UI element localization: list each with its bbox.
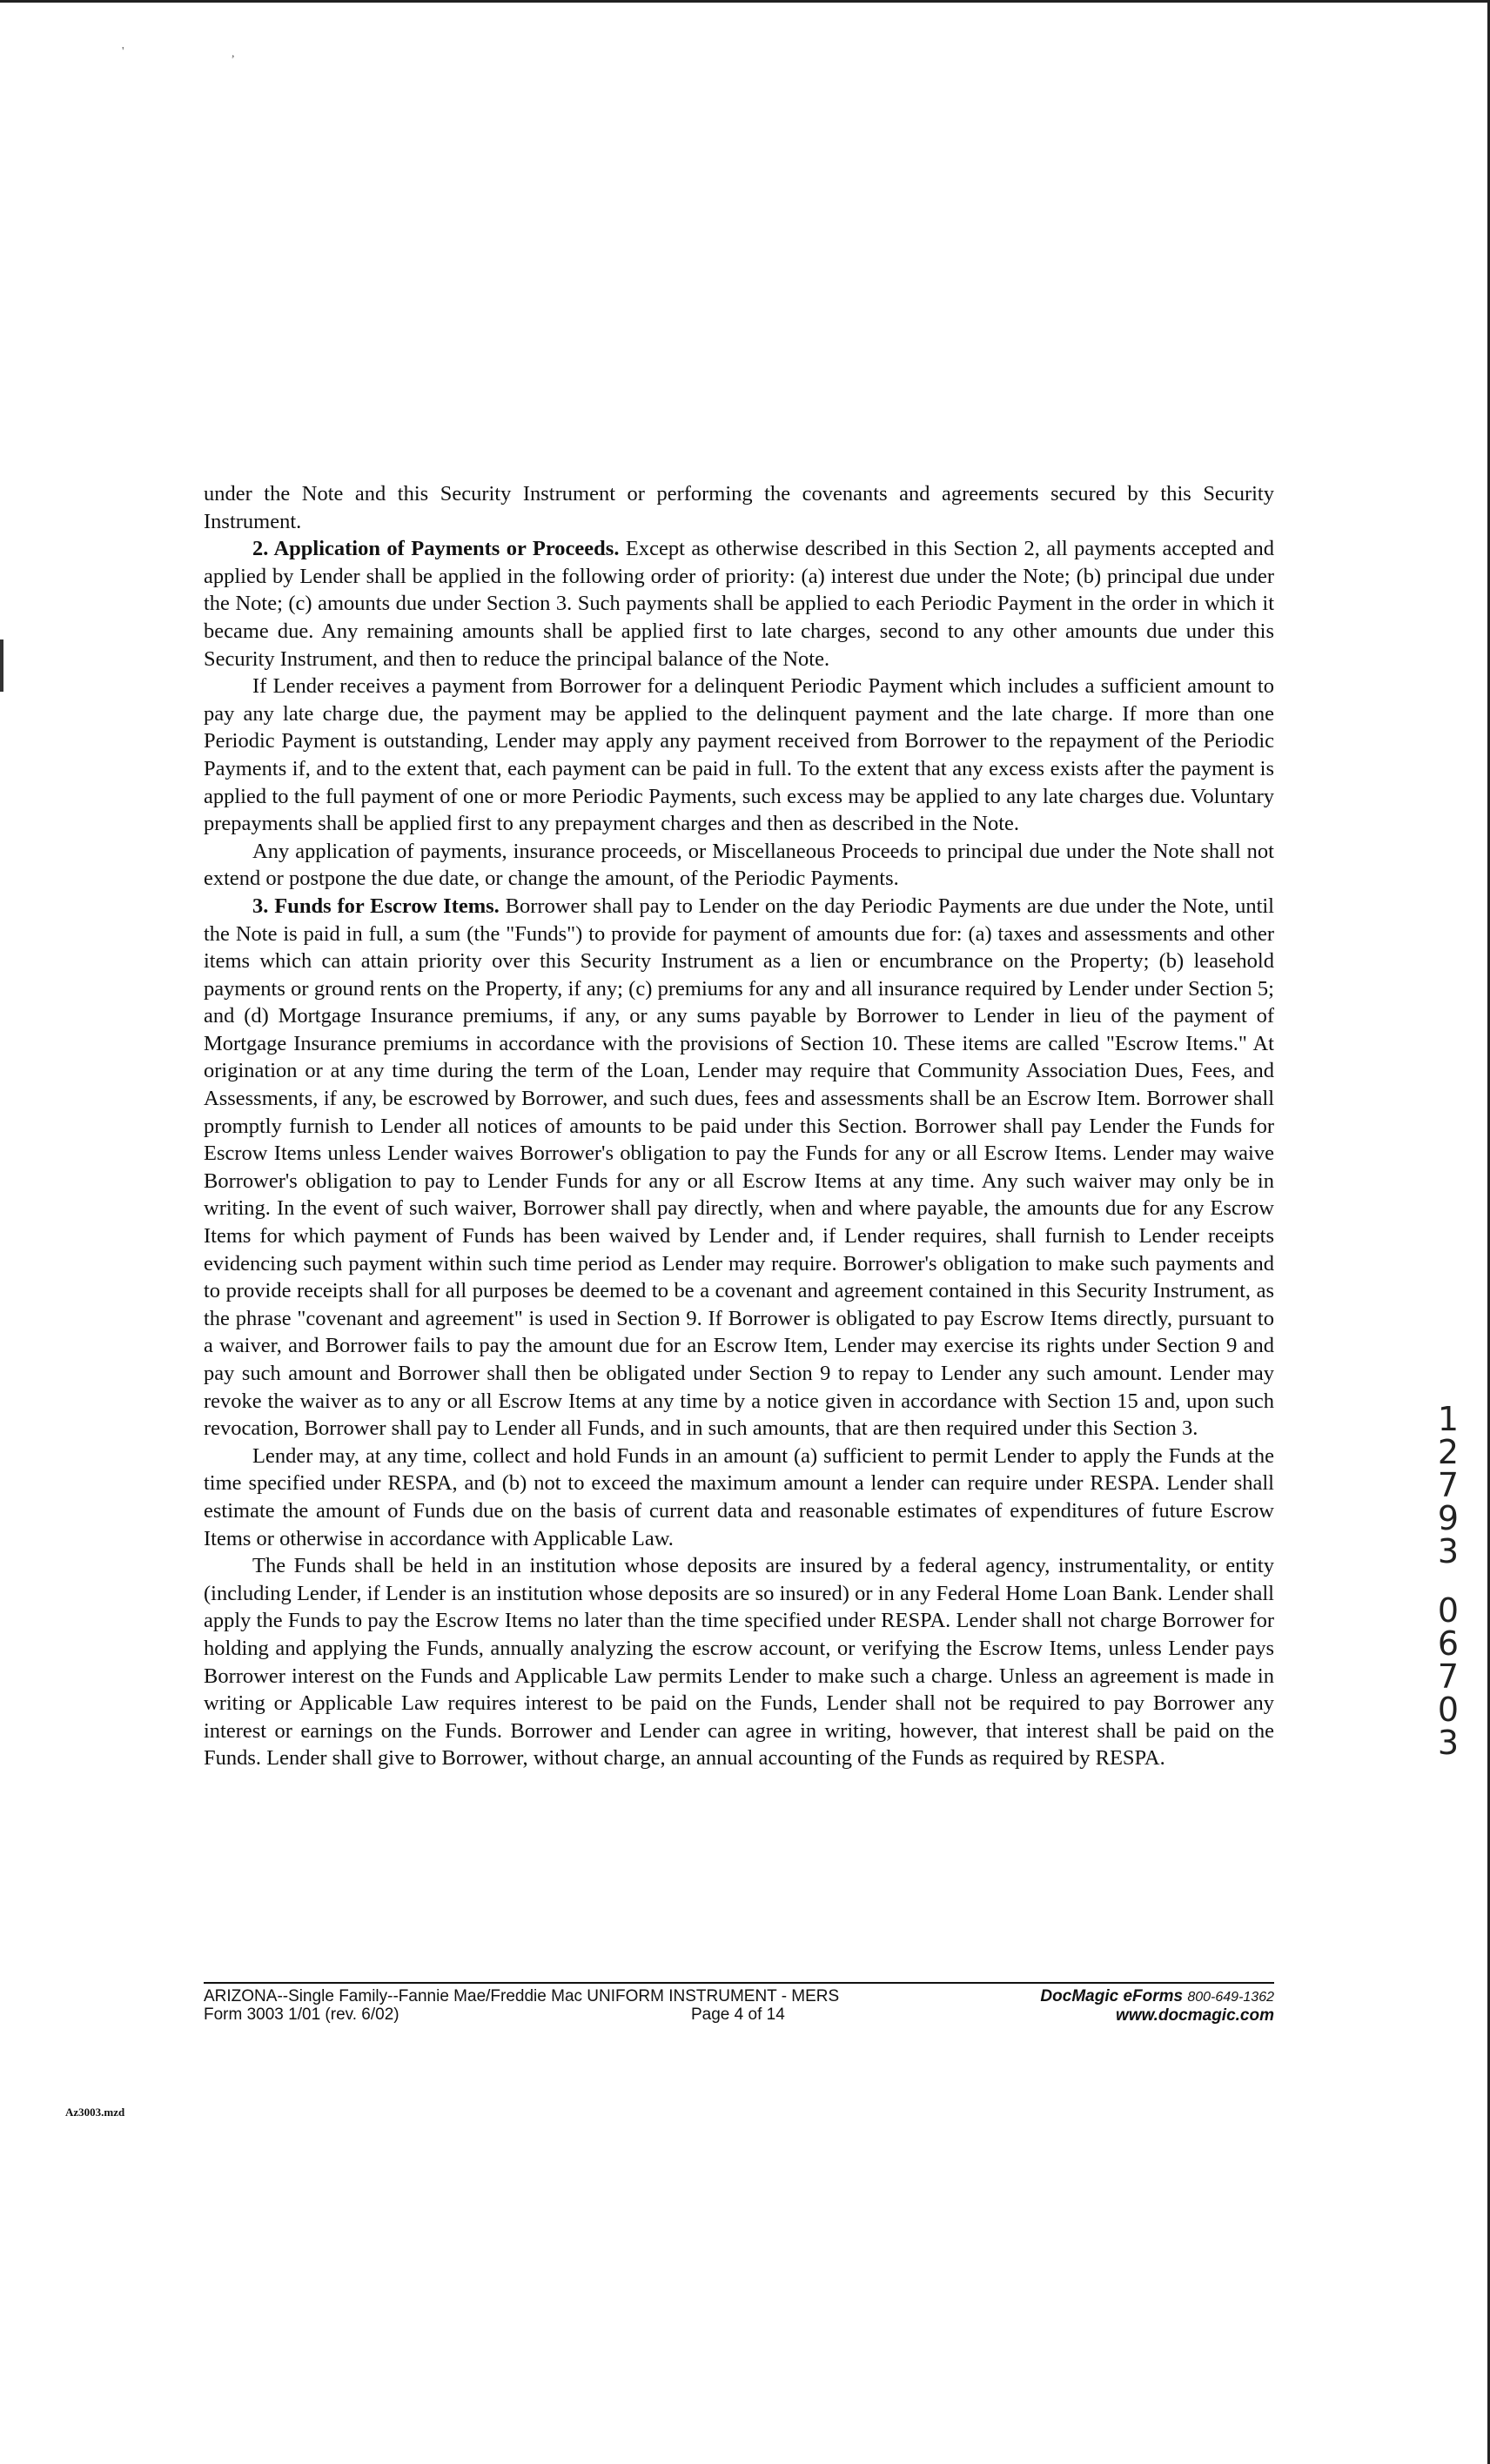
paragraph <box>204 535 1274 673</box>
page-number: Page 4 of 14 <box>691 2005 785 2024</box>
brand-phone: 800-649-1362 <box>1187 1990 1274 2005</box>
form-title: ARIZONA--Single Family--Fannie Mae/Freddie Mac UNIFORM INSTRUMENT - MERS <box>204 1987 840 2005</box>
file-id: Az3003.mzd <box>65 2106 125 2119</box>
scan-speck: ' <box>122 45 124 58</box>
brand-line <box>1040 1987 1274 2006</box>
paragraph-text: Except as otherwise described in this Section 2, all payments accepted and applied by Lender shall be applied in the following order of priority: (a) interest due under the Note; (b) principal due under the Note; (c) amounts due under Section 3. Such payments shall be applied to each Periodic Payment in the order in which it became due. Any remaining amounts shall be applied first to late charges, second to any other amounts due under this Security Instrument, and then to reduce the principal balance of the Note. <box>204 537 1274 671</box>
document-body <box>204 480 1274 1772</box>
paragraph <box>204 1443 1274 1552</box>
digit-gap <box>1431 1568 1466 1594</box>
recording-digit: 6 <box>1437 1624 1460 1663</box>
recording-digit: 3 <box>1437 1724 1460 1762</box>
section-heading: 2. Application of Payments or Proceeds. <box>252 537 620 561</box>
footer-rule <box>204 1982 1274 1984</box>
paragraph-text: Lender may, at any time, collect and hold Funds in an amount (a) sufficient to permit Lender to apply the Funds at the time specified under RESPA, and (b) not to exceed the maximum amount a lender can require under RESPA. Lender shall estimate the amount of Funds due on the basis of current data and reasonable estimates of expenditures of future Escrow Items or otherwise in accordance with Applicable Law. <box>204 1443 1274 1550</box>
brand-website: www.docmagic.com <box>1116 2006 1274 2025</box>
form-number: Form 3003 1/01 (rev. 6/02) <box>204 2005 399 2024</box>
paragraph-text: Any application of payments, insurance proceeds, or Miscellaneous Proceeds to principal due under the Note shall not extend or postpone the due date, or change the amount, of the Periodic Payments. <box>204 839 1274 891</box>
section-heading: 3. Funds for Escrow Items. <box>252 894 500 918</box>
footer-right <box>1040 1987 1274 2025</box>
recording-digit: 1 <box>1437 1400 1460 1438</box>
paragraph <box>204 893 1274 1443</box>
recording-number <box>1431 1400 1466 1762</box>
brand-logo: DocMagic eForms <box>1040 1987 1184 2005</box>
page-footer <box>204 1982 1274 2025</box>
paragraph <box>204 838 1274 893</box>
paragraph <box>204 480 1274 535</box>
recording-digit: 2 <box>1437 1433 1460 1471</box>
recording-digit: 7 <box>1437 1657 1460 1696</box>
paragraph <box>204 1552 1274 1772</box>
paragraph <box>204 673 1274 838</box>
paragraph-text: If Lender receives a payment from Borrower for a delinquent Periodic Payment which includes a sufficient amount to pay any late charge due, the payment may be applied to the delinquent payment and the late charge. If more than one Periodic Payment is outstanding, Lender may apply any payment received from Borrower to the repayment of the Periodic Payments if, and to the extent that, each payment can be paid in full. To the extent that any excess exists after the payment is applied to the full payment of one or more Periodic Payments, such excess may be applied to any late charges due. Voluntary prepayments shall be applied first to any prepayment charges and then as described in the Note. <box>204 674 1274 836</box>
paragraph-text: The Funds shall be held in an institution whose deposits are insured by a federal agency, instrumentality, or entity (including Lender, if Lender is an institution whose deposits are so insured) or in any Federal Home Loan Bank. Lender shall apply the Funds to pay the Escrow Items no later than the time specified under RESPA. Lender shall not charge Borrower for holding and applying the Funds, annually analyzing the escrow account, or verifying the Escrow Items, unless Lender pays Borrower interest on the Funds and Applicable Law permits Lender to make such a charge. Unless an agreement is made in writing or Applicable Law requires interest to be paid on the Funds, Lender shall not be required to pay Borrower any interest or earnings on the Funds. Borrower and Lender can agree in writing, however, that interest shall be paid on the Funds. Lender shall give to Borrower, without charge, an annual accounting of the Funds as required by RESPA. <box>204 1554 1274 1771</box>
recording-digit: 0 <box>1437 1691 1460 1729</box>
paragraph-text: Borrower shall pay to Lender on the day Periodic Payments are due under the Note, until the Note is paid in full, a sum (the "Funds") to provide for payment of amounts due for: (a) taxes and assessments and other items which can attain priority over this Security Instrument as a lien or encumbrance on the Property; (b) leasehold payments or ground rents on the Property, if any; (c) premiums for any and all insurance required by Lender under Section 5; and (d) Mortgage Insurance premiums, if any, or any sums payable by Borrower to Lender in lieu of the payment of Mortgage Insurance premiums in accordance with the provisions of Section 10. These items are called "Escrow Items." At origination or at any time during the term of the Loan, Lender may require that Community Association Dues, Fees, and Assessments, if any, be escrowed by Borrower, and such dues, fees and assessments shall be an Escrow Item. Borrower shall promptly furnish to Lender all notices of amounts to be paid under this Section. Borrower shall pay Lender the Funds for Escrow Items unless Lender waives Borrower's obligation to pay the Funds for any or all Escrow Items. Lender may waive Borrower's obligation to pay to Lender Funds for any or all Escrow Items at any time. Any such waiver may only be in writing. In the event of such waiver, Borrower shall pay directly, when and where payable, the amounts due for any Escrow Items for which payment of Funds has been waived by Lender and, if Lender requires, shall furnish to Lender receipts evidencing such payment within such time period as Lender may require. Borrower's obligation to make such payments and to provide receipts shall for all purposes be deemed to be a covenant and agreement contained in this Security Instrument, as the phrase "covenant and agreement" is used in Section 9. If Borrower is obligated to pay Escrow Items directly, pursuant to a waiver, and Borrower fails to pay the amount due for an Escrow Item, Lender may exercise its rights under Section 9 and pay such amount and Borrower shall then be obligated under Section 9 to repay to Lender any such amount. Lender may revoke the waiver as to any or all Escrow Items at any time by a notice given in accordance with Section 15 and, upon such revocation, Borrower shall pay to Lender all Funds, and in such amounts, that are then required under this Section 3. <box>204 894 1274 1441</box>
recording-digit: 7 <box>1437 1466 1460 1504</box>
paragraph-text: under the Note and this Security Instrument or performing the covenants and agreements secured by this Security Instrument. <box>204 482 1274 533</box>
scan-edge-top <box>0 0 1490 3</box>
scan-edge-mark <box>0 639 3 692</box>
scan-speck: , <box>232 47 235 60</box>
recording-digit: 3 <box>1437 1532 1460 1570</box>
recording-digit: 0 <box>1437 1591 1460 1630</box>
recording-digit: 9 <box>1437 1499 1460 1537</box>
